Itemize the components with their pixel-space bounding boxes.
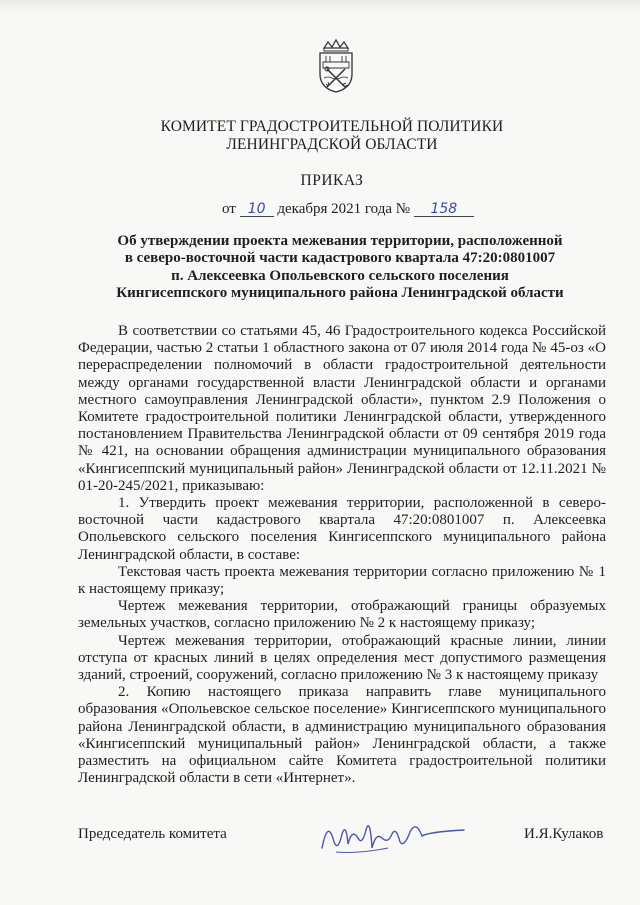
- subject-line: в северо-восточной части кадастрового квартала 47:20:0801007: [124, 250, 556, 267]
- signatory-position: Председатель комитета: [78, 826, 227, 842]
- item-1c-paragraph: Чертеж межевания территории, отображающий красные линии, линии отступа от красных линий в целях определения мест допустимого размещения зданий, строений, сооружений, согласно приложению № 3 к настоящему приказу: [78, 632, 606, 684]
- organization-region: ЛЕНИНГРАДСКОЙ ОБЛАСТИ: [226, 136, 438, 153]
- date-prefix: от: [222, 201, 236, 217]
- organization-name: КОМИТЕТ ГРАДОСТРОИТЕЛЬНОЙ ПОЛИТИКИ: [160, 118, 504, 135]
- subject-line: Об утверждении проекта межевания территории, расположенной: [117, 233, 563, 249]
- subject-line: п. Алексеевка Опольевского сельского поселения: [171, 267, 509, 284]
- scan-edge: [0, 0, 640, 12]
- item-1a-paragraph: Текстовая часть проекта межевания территории согласно приложению № 1 к настоящему приказу;: [78, 563, 606, 598]
- coat-of-arms-icon: [316, 38, 356, 94]
- order-body: [78, 323, 606, 787]
- order-date-line: [222, 201, 474, 218]
- document-type: ПРИКАЗ: [300, 172, 364, 189]
- signatory-name: И.Я.Кулаков: [524, 826, 604, 842]
- item-1-paragraph: 1. Утвердить проект межевания территории, расположенной в северо-восточной части кадастрового квартала 47:20:0801007 п. Алексеевка Опольевского сельского поселения Кингисеппского муниципального района Ленинградской области, в составе:: [78, 495, 606, 563]
- item-1b-paragraph: Чертеж межевания территории, отображающий границы образуемых земельных участков, согласно приложению № 2 к настоящему приказу;: [78, 598, 606, 632]
- item-2-paragraph: 2. Копию настоящего приказа направить главе муниципального образования «Опольевское сельское поселение» Кингисеппского муниципального района Ленинградской области, в администрацию муниципального образования «Кингисеппский муниципальный район» Ленинградской области, а также разместить на официальном сайте Комитета градостроительной политики Ленинградской области в сети «Интернет».: [78, 684, 606, 787]
- order-subject: [40, 233, 640, 302]
- order-number-handwritten: 158: [414, 202, 474, 217]
- handwritten-signature: [318, 808, 468, 858]
- date-rest: декабря 2021 года №: [277, 201, 411, 217]
- subject-line: Кингисеппского муниципального района Ленинградской области: [116, 284, 564, 301]
- preamble-paragraph: В соответствии со статьями 45, 46 Градостроительного кодекса Российской Федерации, частью 2 статьи 1 областного закона от 07 июля 2014 года № 45-оз «О перераспределении полномочий в области градостроительной деятельности между органами государственной власти Ленинградской области и органами местного самоуправления Ленинградской области», пунктом 2.9 Положения о Комитете градостроительной политики Ленинградской области, утвержденного постановлением Правительства Ленинградской области от 09 сентября 2019 года № 421, на основании обращения администрации муниципального образования «Кингисеппский муниципальный район» Ленинградской области от 12.11.2021 № 01-20-245/2021, приказываю:: [78, 323, 606, 494]
- date-day-handwritten: 10: [240, 202, 274, 217]
